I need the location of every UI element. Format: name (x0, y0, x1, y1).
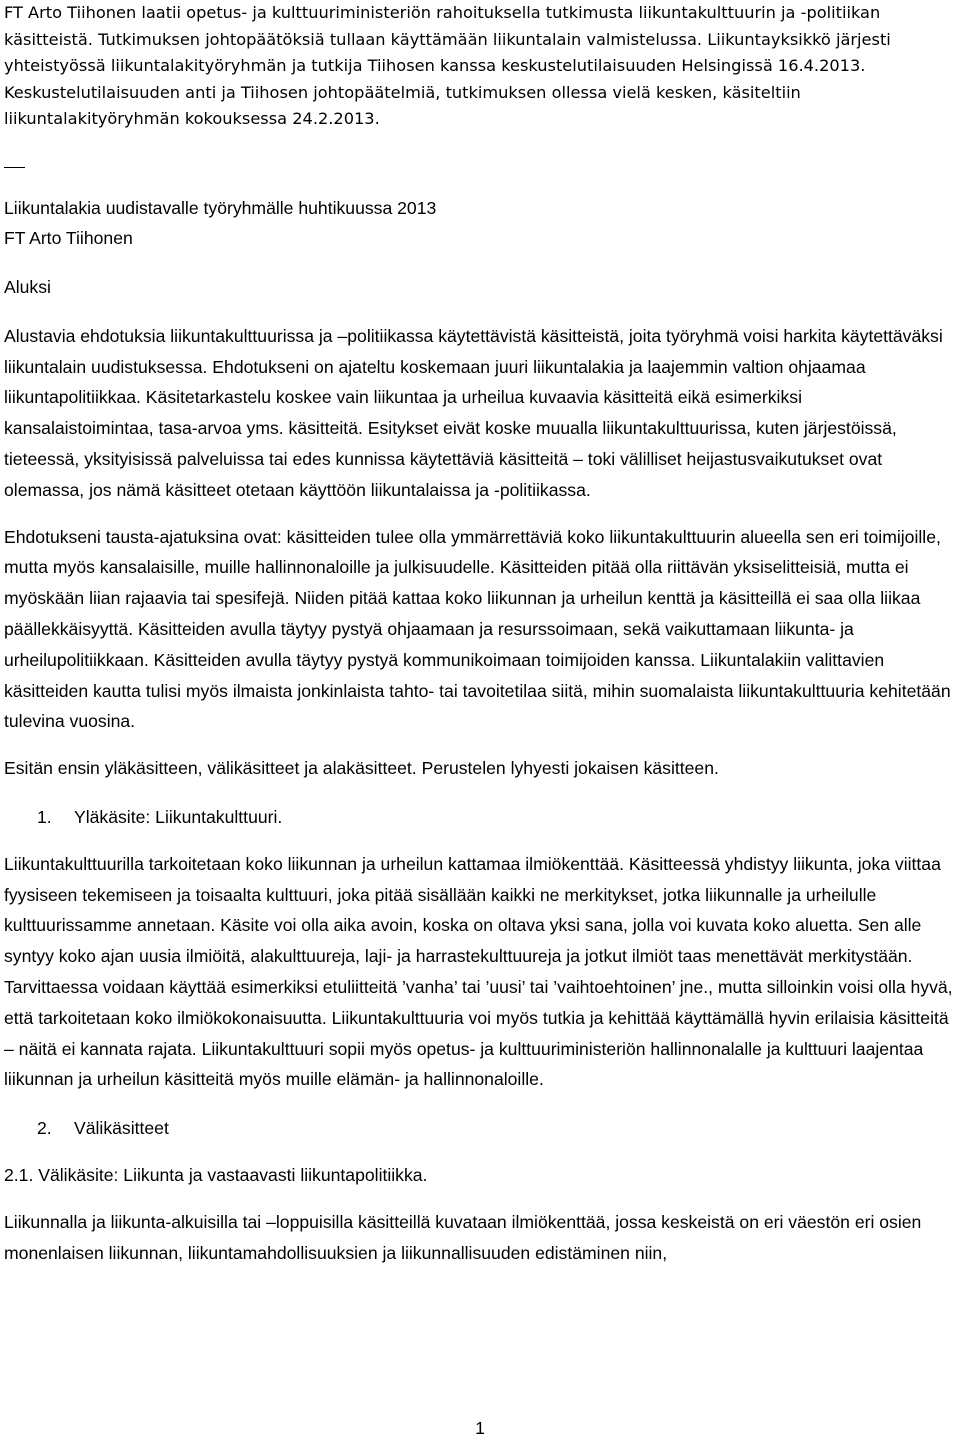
section-2-1-title: 2.1. Välikäsite: Liikunta ja vastaavasti liikuntapolitiikka. (4, 1165, 428, 1186)
section-1-title: Yläkäsite: Liikuntakulttuuri. (74, 807, 283, 828)
section-1-heading (4, 802, 956, 833)
section-2-1-paragraph: Liikunnalla ja liikunta-alkuisilla tai –loppuisilla käsitteillä kuvataan ilmiökenttää, jossa keskeistä on eri väestön eri osien monenlaisen liikunnan, liikuntamahdollisuuksien ja liikunnallisuuden edistäminen niin, (4, 1211, 922, 1263)
section-1-paragraph: Liikuntakulttuurilla tarkoitetaan koko liikunnan ja urheilun kattamaa ilmiökenttää. Käsitteessä yhdistyy liikunta, joka viittaa fyysiseen tekemiseen ja toisaalta kulttuuri, joka pitää sisällään kaikki ne merkitykset, jotka liikunnalle ja urheilulle kulttuurissamme annetaan. Käsite voi olla aika avoin, koska on oltava yksi sana, jolla voi kuvata koko aluetta. Sen alle syntyy koko ajan uusia ilmiöitä, alakulttuureja, laji- ja harrastekulttuureja ja jotkut ilmiöt taas menettävät merkitystään. Tarvittaessa voidaan käyttää esimerkiksi etuliitteitä ’vanha’ tai ’uusi’ tai ’vaihtoehtoinen’ jne., mutta silloinkin voisi olla hyvä, että tarkoitetaan koko ilmiökokonaisuutta. Liikuntakulttuuria voi myös tutkia ja kehittää käyttämällä hyvin erilaisia käsitteitä – näitä ei kannata rajata. Liikuntakulttuuri sopii myös opetus- ja kulttuuriministeriön hallinnonalalle ja kulttuuri laajentaa liikunnan ja urheilun käsitteitä myös muille elämän- ja hallinnonaloille. (4, 853, 953, 1090)
heading-line-1: Liikuntalakia uudistavalle työryhmälle huhtikuussa 2013 (4, 197, 437, 218)
section-1-number: 1. (37, 807, 52, 828)
heading-author: FT Arto Tiihonen (4, 228, 133, 249)
aluksi-paragraph-1: Alustavia ehdotuksia liikuntakulttuurissa ja –politiikassa käytettävistä käsitteistä, joita työryhmä voisi harkita käytettäväksi liikuntalain uudistuksessa. Ehdotukseni on ajateltu koskemaan juuri liikuntalakia ja laajemmin valtion ohjaamaa liikuntapolitiikkaa. Käsitetarkastelu koskee vain liikuntaa ja urheilua kuvaavia käsitteitä eikä esimerkiksi kansalaistoimintaa, tasa-arvoa yms. käsitteitä. Esitykset eivät koske muualla liikuntakulttuurissa, kuten järjestöissä, tieteessä, yksityisissä palveluissa tai edes kunnissa käytettäviä käsitteitä – toki välilliset heijastusvaikutukset ovat olemassa, jos nämä käsitteet otetaan käyttöön liikuntalaissa ja -politiikassa. (4, 325, 943, 500)
section-title-aluksi: Aluksi (4, 277, 51, 298)
section-2-title: Välikäsitteet (74, 1118, 169, 1139)
document-page (4, 0, 956, 1268)
document-heading (4, 193, 956, 255)
page-number: 1 (475, 1418, 485, 1438)
intro-paragraph: FT Arto Tiihonen laatii opetus- ja kulttuuriministeriön rahoituksella tutkimusta liikuntakulttuurin ja -politiikan käsitteistä. Tutkimuksen johtopäätöksiä tullaan käyttämään liikuntalain valmistelussa. Liikuntayksikkö järjesti yhteistyössä liikuntalakityöryhmän ja tutkija Tiihosen kanssa keskustelutilaisuuden Helsingissä 16.4.2013. Keskustelutilaisuuden anti ja Tiihosen johtopäätelmiä, tutkimuksen ollessa vielä kesken, käsiteltiin liikuntalakityöryhmän kokouksessa 24.2.2013. (4, 3, 891, 128)
aluksi-paragraph-2: Ehdotukseni tausta-ajatuksina ovat: käsitteiden tulee olla ymmärrettäviä koko liikuntakulttuurin alueella sen eri toimijoille, mutta myös kansalaisille, muille hallinnonaloille ja julkisuudelle. Käsitteiden pitää olla riittävän yksiselitteisiä, mutta ei myöskään liian rajaavia tai spesifejä. Niiden pitää kattaa koko liikunnan ja urheilun kenttä ja käsitteillä ei saa olla liikaa päällekkäisyyttä. Käsitteiden avulla täytyy pystyä ohjaamaan ja resurssoimaan, sekä vaikuttamaan liikunta- ja urheilupolitiikkaan. Käsitteiden avulla täytyy pystyä kommunikoimaan toimijoiden kanssa. Liikuntalakiin valittavien käsitteiden kautta tulisi myös ilmaista jonkinlaista tahto- tai tavoitetilaa siitä, mihin suomalaista liikuntakulttuuria kehitetään tulevina vuosina. (4, 526, 951, 732)
section-2-heading (4, 1113, 956, 1144)
separator-line (4, 155, 956, 175)
section-2-number: 2. (37, 1118, 52, 1139)
aluksi-paragraph-3: Esitän ensin yläkäsitteen, välikäsitteet ja alakäsitteet. Perustelen lyhyesti jokaisen käsitteen. (4, 758, 719, 779)
